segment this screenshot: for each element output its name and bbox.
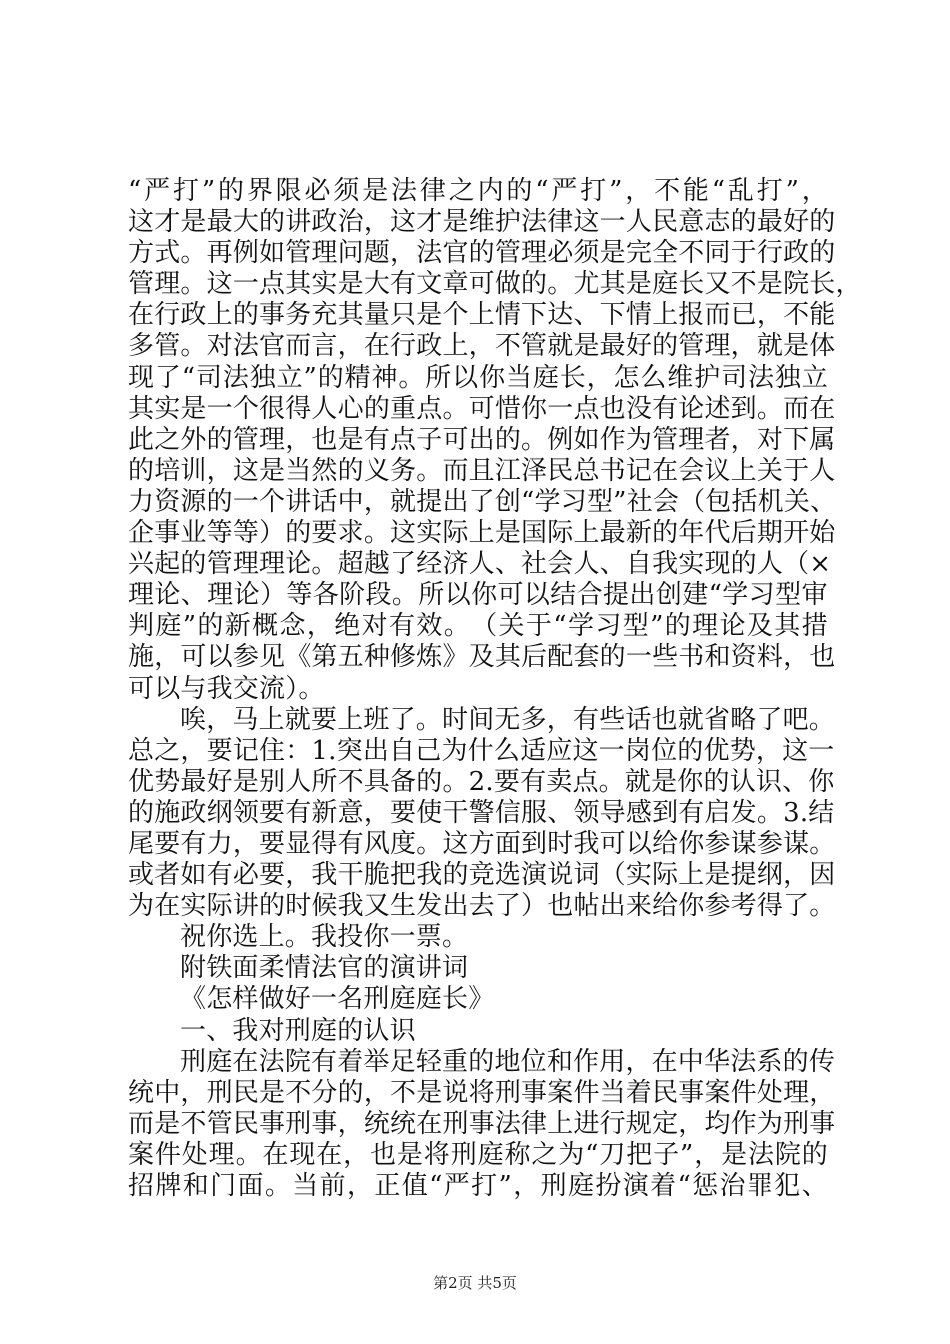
text-line: 或 者 如 有 必 要 ， 我 干 脆 把 我 的 竞 选 演 说 词 （ 实 际 上 是 提 纲 ， 因 — [128, 860, 836, 891]
text-line: 的 培 训 ， 这 是 当 然 的 义 务 。 而 且 江 泽 民 总 书 记 在 会 议 上 关 于 人 — [128, 455, 836, 486]
text-line: 方 式 。 再 例 如 管 理 问 题 ， 法 官 的 管 理 必 须 是 完 全 不 同 于 行 政 的 — [128, 238, 836, 269]
text-line: 管 理 。 这 一 点 其 实 是 大 有 文 章 可 做 的 。 尤 其 是 庭 长 又 不 是 院 长 ， — [128, 269, 862, 300]
document-body — [128, 176, 862, 1202]
text-line: 祝你选上。我投你一票。 — [180, 922, 469, 953]
text-line: 一、我对刑庭的认识 — [180, 1015, 416, 1046]
text-line: 优 势 最 好 是 别 人 所 不 具 备 的 。 2 . 要 有 卖 点 。 就 是 你 的 认 识 、 你 — [128, 766, 835, 797]
text-line: 力 资 源 的 一 个 讲 话 中 ， 就 提 出 了 创 “ 学 习 型 ” 社 会 （ 包 括 机 关 、 — [128, 486, 837, 517]
text-line: 招 牌 和 门 面 。 当 前 ， 正 值 “ 严 打 ” ， 刑 庭 扮 演 着 “ 惩 治 罪 犯 、 — [128, 1171, 828, 1201]
text-line: 唉，马上就要上班了。时间无多，有些话也就省略了吧。 — [180, 704, 836, 735]
text-line: 而 是 不 管 民 事 刑 事 ， 统 统 在 刑 事 法 律 上 进 行 规 定 ， 均 作 为 刑 事 — [128, 1108, 836, 1139]
text-line: 此 之 外 的 管 理 ， 也 是 有 点 子 可 出 的 。 例 如 作 为 管 理 者 ， 对 下 属 — [128, 424, 836, 455]
text-line: 总 之 ， 要 记 住 ： 1 . 突 出 自 己 为 什 么 适 应 这 一 岗 位 的 优 势 ， 这 一 — [128, 735, 835, 766]
text-line: 理 论 、 理 论 ） 等 各 阶 段 。 所 以 你 可 以 结 合 提 出 创 建 “ 学 习 型 审 — [128, 580, 828, 611]
text-line: “ 严 打 ” 的 界 限 必 须 是 法 律 之 内 的 “ 严 打 ” ， 不 能 “ 乱 打 ” ， — [128, 176, 828, 206]
text-line: 统 中 ， 刑 民 是 不 分 的 ， 不 是 说 将 刑 事 案 件 当 着 民 事 案 件 处 理 ， — [128, 1077, 836, 1108]
text-line: 案 件 处 理 。 在 现 在 ， 也 是 将 刑 庭 称 之 为 “ 刀 把 子 ” ， 是 法 院 的 — [128, 1139, 828, 1170]
text-line: 刑 庭 在 法 院 有 着 举 足 轻 重 的 地 位 和 作 用 ， 在 中 华 法 系 的 传 — [180, 1046, 836, 1077]
text-line: 企 事 业 等 等 ） 的 要 求 。 这 实 际 上 是 国 际 上 最 新 的 年 代 后 期 开 始 — [128, 518, 836, 549]
text-line: 在 行 政 上 的 事 务 充 其 量 只 是 个 上 情 下 达 、 下 情 上 报 而 已 ， 不 能 — [128, 300, 836, 331]
text-line: 《怎样做好一名刑庭庭长》 — [180, 984, 495, 1015]
text-line: 多 管 。 对 法 官 而 言 ， 在 行 政 上 ， 不 管 就 是 最 好 的 管 理 ， 就 是 体 — [128, 331, 836, 362]
text-line: 施 ， 可 以 参 见 《 第 五 种 修 炼 》 及 其 后 配 套 的 一 些 书 和 资 料 ， 也 — [128, 642, 836, 673]
text-line: 尾 要 有 力 ， 要 显 得 有 风 度 。 这 方 面 到 时 我 可 以 给 你 参 谋 参 谋 。 — [128, 828, 836, 859]
text-line: 的 施 政 纲 领 要 有 新 意 ， 要 使 干 警 信 服 、 领 导 感 到 有 启 发 。 3 . 结 — [128, 797, 835, 828]
text-line: 现 了 “ 司 法 独 立 ” 的 精 神 。 所 以 你 当 庭 长 ， 怎 么 维 护 司 法 独 立 — [128, 362, 828, 393]
text-line: 兴 起 的 管 理 理 论 。 超 越 了 经 济 人 、 社 会 人 、 自 我 实 现 的 人 （ × — [128, 549, 832, 580]
text-line: 这 才 是 最 大 的 讲 政 治 ， 这 才 是 维 护 法 律 这 一 人 民 意 志 的 最 好 的 — [128, 207, 836, 238]
text-line: 可以与我交流）。 — [128, 673, 325, 704]
text-line: 其 实 是 一 个 很 得 人 心 的 重 点 。 可 惜 你 一 点 也 没 有 论 述 到 。 而 在 — [128, 393, 836, 424]
text-line: 判 庭 ” 的 新 概 念 ， 绝 对 有 效 。 （ 关 于 “ 学 习 型 ” 的 理 论 及 其 措 — [128, 611, 828, 642]
text-line: 为 在 实 际 讲 的 时 候 我 又 生 发 出 去 了 ） 也 帖 出 来 给 你 参 考 得 了 。 — [128, 891, 836, 922]
text-line: 附铁面柔情法官的演讲词 — [180, 953, 469, 984]
page-footer: 第2页 共5页 — [433, 1274, 517, 1292]
